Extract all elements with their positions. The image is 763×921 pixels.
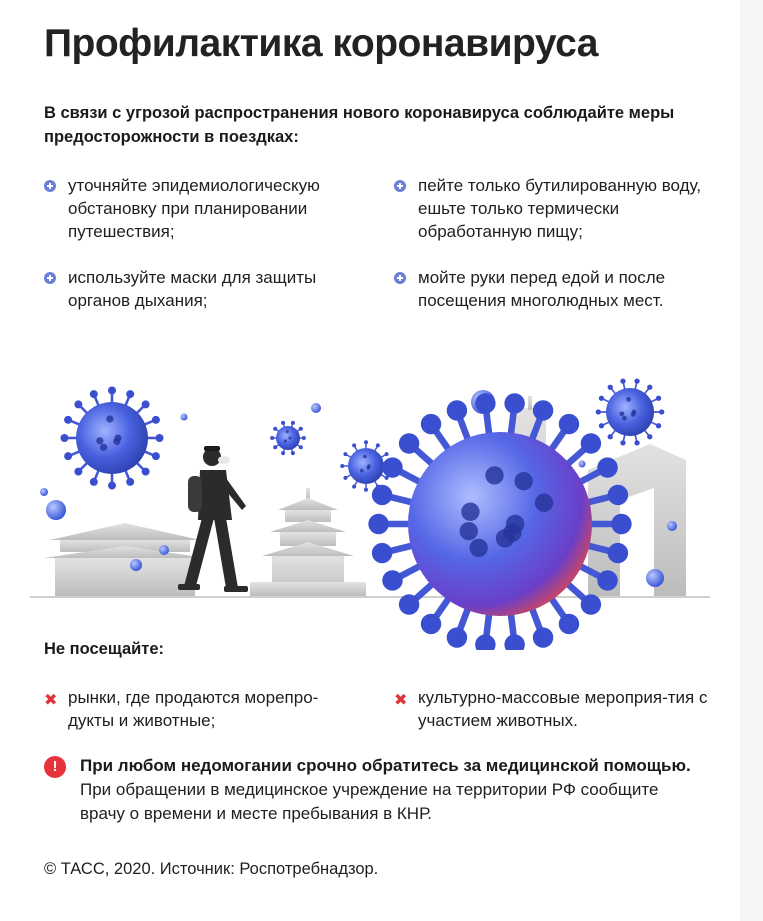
plus-bullet-icon — [44, 272, 56, 284]
measure-item — [44, 174, 364, 243]
source-credit: © ТАСС, 2020. Источник: Роспотребнадзор. — [44, 860, 379, 878]
virus-icon — [596, 378, 665, 445]
measure-item — [394, 266, 714, 312]
ground-line — [30, 596, 710, 598]
virus-icon — [270, 421, 306, 455]
virus-icon — [60, 386, 163, 489]
avoid-text: рынки, где продаются морепро-дукты и животные; — [68, 688, 319, 730]
cross-icon: ✖ — [394, 692, 408, 709]
plus-bullet-icon — [44, 180, 56, 192]
page-title: Профилактика коронавируса — [44, 22, 598, 65]
plus-bullet-icon — [394, 180, 406, 192]
avoid-item — [44, 686, 364, 732]
measure-text: мойте руки перед едой и после посещения многолюдных мест. — [418, 268, 666, 310]
measure-text: пейте только бутилированную воду, ешьте только термически обработанную пищу; — [418, 176, 702, 241]
travel-illustration — [0, 360, 740, 650]
warning-text: При обращении в медицинское учреждение на территории РФ сообщите врачу о времени и месте пребывания в КНР. — [80, 780, 659, 823]
measure-text: уточняйте эпидемиологическую обстановку при планировании путешествия; — [68, 176, 320, 241]
pagoda-building — [250, 488, 366, 596]
measure-text: используйте маски для защиты органов дыхания; — [68, 268, 317, 310]
plus-bullet-icon — [394, 272, 406, 284]
virus-icon — [368, 393, 631, 650]
exclamation-icon: ! — [44, 756, 66, 778]
virus-cells — [60, 378, 664, 650]
avoid-item — [394, 686, 714, 732]
lead-paragraph: В связи с угрозой распространения нового коронавируса соблюдайте меры предосторожности в поездках: — [44, 104, 675, 146]
avoid-text: культурно-массовые мероприя-тия с участием животных. — [418, 688, 708, 730]
avoid-heading: Не посещайте: — [44, 640, 165, 658]
measure-item — [44, 266, 364, 312]
traveler-figure — [178, 446, 248, 592]
cross-icon: ✖ — [44, 692, 58, 709]
measure-item — [394, 174, 714, 243]
warning-heading: При любом недомогании срочно обратитесь за медицинской помощью. — [80, 756, 691, 775]
